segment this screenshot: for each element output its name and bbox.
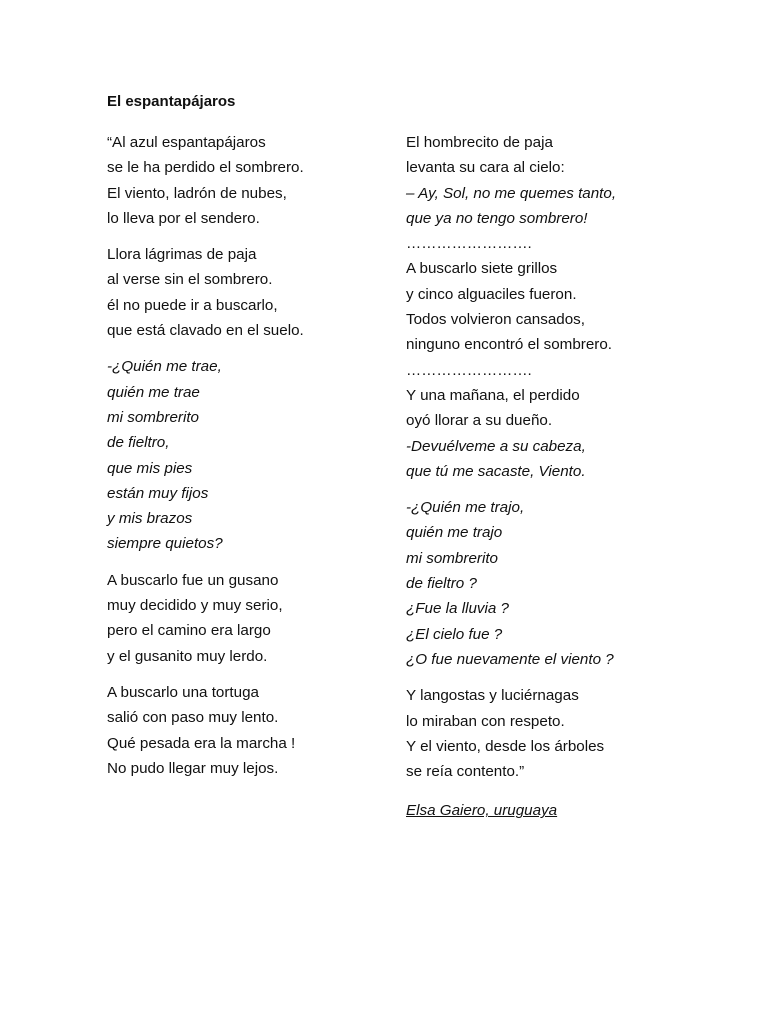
verse-line: de fieltro ? bbox=[406, 575, 477, 593]
verse-line: oyó llorar a su dueño. bbox=[406, 412, 553, 430]
stanza bbox=[406, 683, 706, 784]
verse-line: quién me trae bbox=[107, 383, 200, 401]
verse-line: quién me trajo bbox=[406, 524, 503, 542]
stanza bbox=[107, 680, 387, 781]
verse-line: levanta su cara al cielo: bbox=[406, 159, 565, 177]
verse-line: No pudo llegar muy lejos. bbox=[107, 759, 279, 777]
verse-line: Llora lágrimas de paja bbox=[107, 246, 257, 264]
verse-line: – Ay, Sol, no me quemes tanto, bbox=[406, 184, 617, 202]
verse-line: ¿O fue nuevamente el viento ? bbox=[406, 650, 614, 668]
verse-line: A buscarlo una tortuga bbox=[107, 683, 259, 701]
verse-line: ¿Fue la lluvia ? bbox=[406, 600, 509, 618]
verse-line: ninguno encontró el sombrero. bbox=[406, 336, 613, 354]
verse-line: El viento, ladrón de nubes, bbox=[107, 184, 287, 202]
verse-line: Y el viento, desde los árboles bbox=[406, 737, 605, 755]
poem-title: El espantapájaros bbox=[107, 93, 236, 110]
stanza bbox=[406, 495, 706, 672]
stanza bbox=[107, 568, 387, 669]
verse-line: -¿Quién me trae, bbox=[107, 358, 222, 376]
verse-line: lo lleva por el sendero. bbox=[107, 209, 260, 227]
verse-line: lo miraban con respeto. bbox=[406, 712, 565, 730]
author-credit: Elsa Gaiero, uruguaya bbox=[406, 802, 558, 820]
verse-line: que mis pies bbox=[107, 459, 193, 477]
verse-line: de fieltro, bbox=[107, 434, 170, 452]
verse-line: muy decidido y muy serio, bbox=[107, 597, 283, 615]
verse-line: siempre quietos? bbox=[107, 535, 223, 553]
verse-line: ……………………. bbox=[406, 361, 532, 379]
verse-line: ¿El cielo fue ? bbox=[406, 625, 503, 643]
verse-line: ……………………. bbox=[406, 235, 532, 253]
verse-line: se reía contento.” bbox=[406, 763, 525, 781]
stanza bbox=[107, 242, 387, 343]
verse-line: que ya no tengo sombrero! bbox=[406, 209, 588, 227]
verse-line: que tú me sacaste, Viento. bbox=[406, 462, 586, 480]
verse-line: él no puede ir a buscarlo, bbox=[107, 296, 278, 314]
verse-line: están muy fijos bbox=[107, 484, 209, 502]
verse-line: A buscarlo siete grillos bbox=[406, 260, 558, 278]
verse-line: Todos volvieron cansados, bbox=[406, 311, 585, 329]
verse-line: -Devuélveme a su cabeza, bbox=[406, 437, 586, 455]
stanza bbox=[406, 130, 706, 484]
poem-right-column bbox=[406, 130, 706, 824]
verse-line: -¿Quién me trajo, bbox=[406, 499, 525, 517]
verse-line: y cinco alguaciles fueron. bbox=[406, 285, 577, 303]
stanza bbox=[107, 130, 387, 231]
verse-line: se le ha perdido el sombrero. bbox=[107, 159, 304, 177]
verse-line: pero el camino era largo bbox=[107, 622, 271, 640]
verse-line: mi sombrerito bbox=[406, 549, 498, 567]
verse-line: que está clavado en el suelo. bbox=[107, 322, 304, 340]
verse-line: Y una mañana, el perdido bbox=[406, 386, 580, 404]
verse-line: y mis brazos bbox=[107, 510, 193, 528]
verse-line: Y langostas y luciérnagas bbox=[406, 687, 579, 705]
verse-line: El hombrecito de paja bbox=[406, 134, 553, 151]
verse-line: salió con paso muy lento. bbox=[107, 709, 279, 727]
verse-line: mi sombrerito bbox=[107, 408, 199, 426]
verse-line: al verse sin el sombrero. bbox=[107, 271, 273, 289]
poem-left-column bbox=[107, 130, 387, 792]
stanza bbox=[107, 354, 387, 556]
verse-line: A buscarlo fue un gusano bbox=[107, 571, 279, 589]
verse-line: y el gusanito muy lerdo. bbox=[107, 647, 268, 665]
verse-line: Qué pesada era la marcha ! bbox=[107, 734, 296, 752]
verse-line: “Al azul espantapájaros bbox=[107, 134, 266, 151]
